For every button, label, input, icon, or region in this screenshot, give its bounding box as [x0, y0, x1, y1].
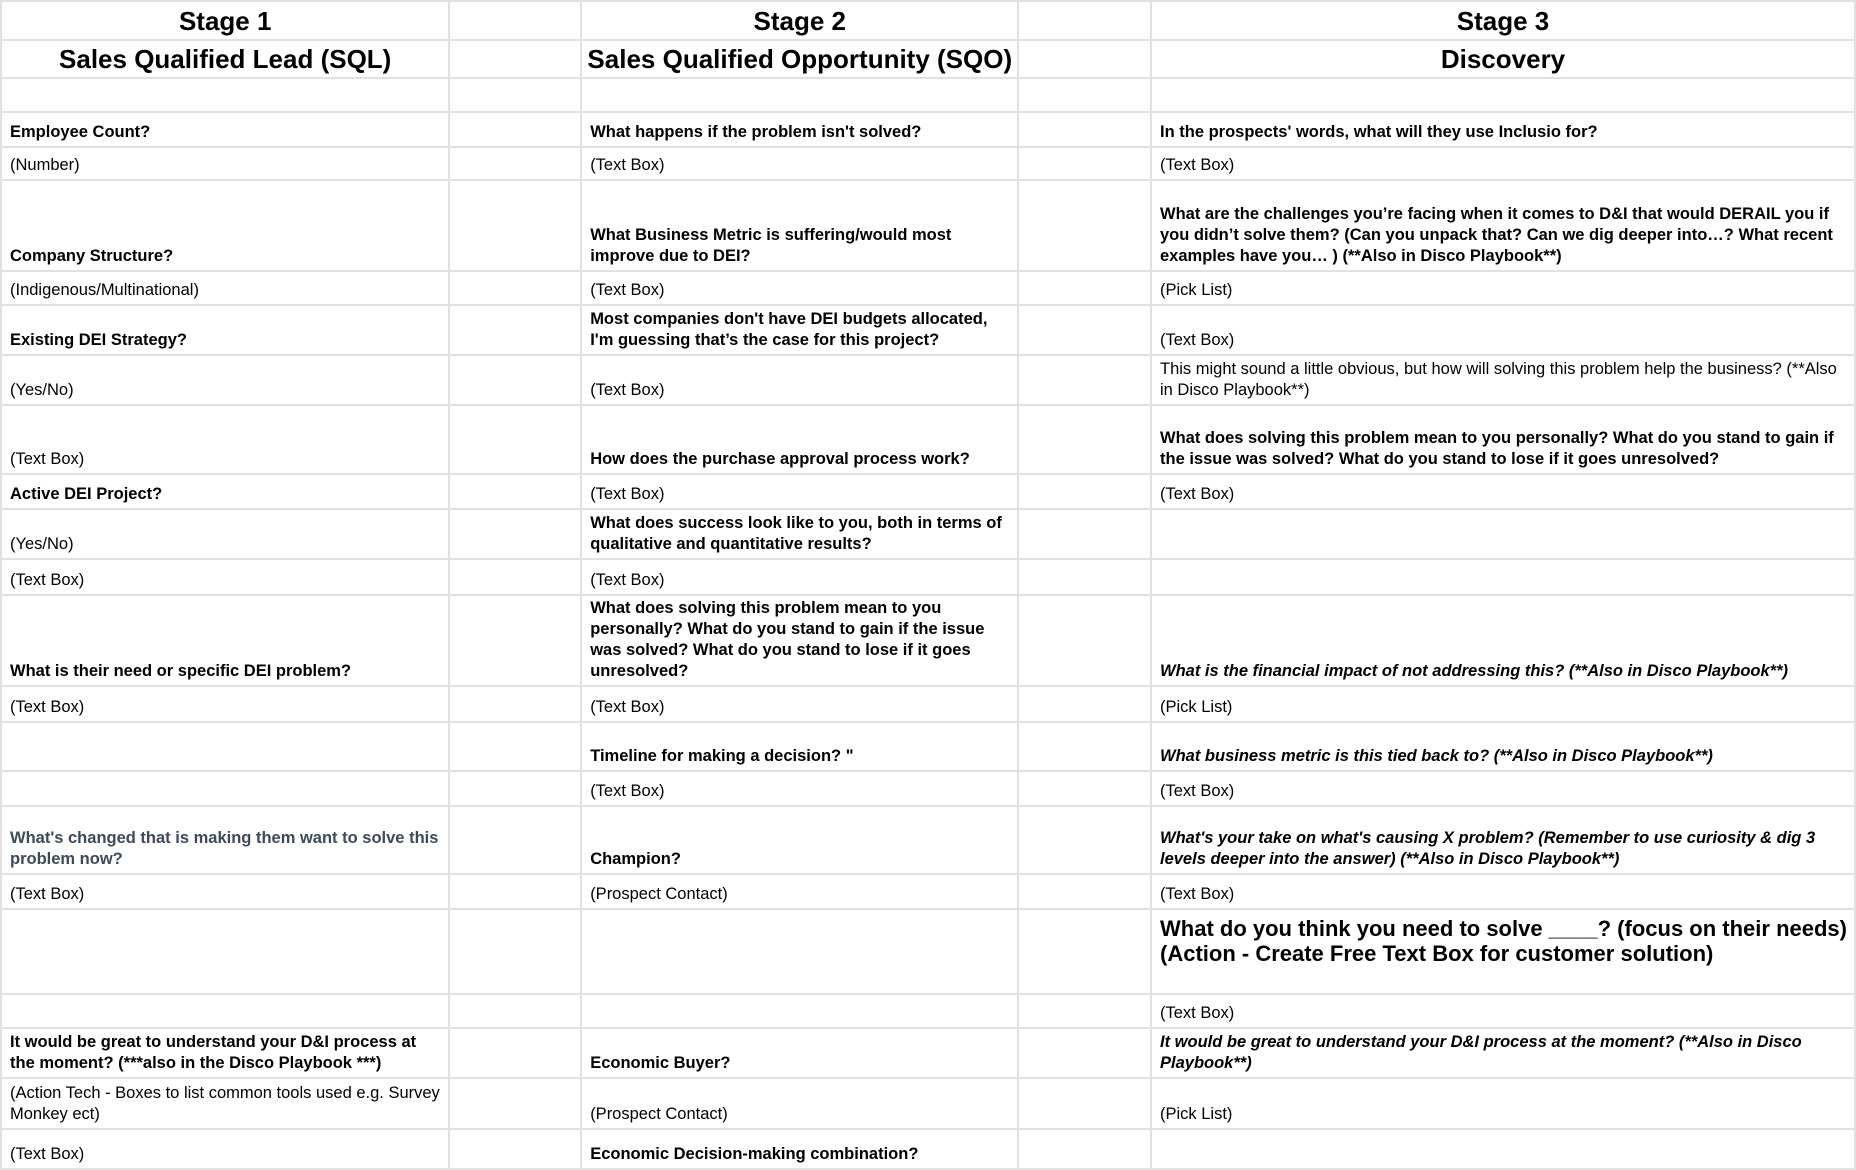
empty-cell[interactable]	[1018, 909, 1151, 994]
question-cell[interactable]: (Text Box)	[1151, 474, 1855, 509]
empty-cell[interactable]	[449, 771, 581, 806]
empty-cell[interactable]	[449, 1129, 581, 1169]
empty-cell[interactable]	[1018, 474, 1151, 509]
question-cell[interactable]: In the prospects' words, what will they use Inclusio for?	[1151, 112, 1855, 147]
empty-cell[interactable]	[449, 147, 581, 180]
question-cell[interactable]: Most companies don't have DEI budgets allocated, I'm guessing that’s the case for this project?	[581, 305, 1018, 355]
empty-cell[interactable]	[449, 405, 581, 474]
question-cell[interactable]: (Yes/No)	[1, 355, 449, 405]
empty-cell[interactable]	[1018, 78, 1151, 112]
table-row	[1, 355, 1855, 405]
empty-cell[interactable]	[449, 40, 581, 78]
question-cell[interactable]: (Pick List)	[1151, 686, 1855, 722]
question-cell[interactable]: (Text Box)	[581, 474, 1018, 509]
question-cell[interactable]: What does solving this problem mean to you personally? What do you stand to gain if the issue was solved? What do you stand to lose if it goes unresolved?	[581, 595, 1018, 686]
question-cell[interactable]: What is the financial impact of not addressing this? (**Also in Disco Playbook**)	[1151, 595, 1855, 686]
table-row	[1, 686, 1855, 722]
question-cell[interactable]: (Action Tech - Boxes to list common tools used e.g. Survey Monkey ect)	[1, 1078, 449, 1129]
table-row	[1, 806, 1855, 874]
empty-cell[interactable]	[449, 559, 581, 595]
empty-cell[interactable]	[449, 994, 581, 1028]
table-row	[1, 305, 1855, 355]
empty-cell[interactable]	[1018, 509, 1151, 559]
table-row	[1, 1028, 1855, 1078]
question-cell[interactable]: (Text Box)	[581, 771, 1018, 806]
empty-cell[interactable]	[449, 305, 581, 355]
empty-cell[interactable]	[1018, 994, 1151, 1028]
table-row	[1, 595, 1855, 686]
empty-cell[interactable]	[449, 509, 581, 559]
question-cell[interactable]: (Text Box)	[1, 874, 449, 909]
question-cell[interactable]: (Prospect Contact)	[581, 874, 1018, 909]
empty-cell[interactable]	[1018, 595, 1151, 686]
empty-cell[interactable]	[449, 909, 581, 994]
question-cell[interactable]: Company Structure?	[1, 180, 449, 271]
empty-cell[interactable]	[1018, 355, 1151, 405]
question-cell[interactable]: What Business Metric is suffering/would most improve due to DEI?	[581, 180, 1018, 271]
stage-number-cell[interactable]: Stage 1	[1, 1, 449, 40]
question-cell[interactable]	[1, 722, 449, 771]
table-row	[1, 509, 1855, 559]
stage-name-cell[interactable]: Sales Qualified Lead (SQL)	[1, 40, 449, 78]
question-cell[interactable]: (Text Box)	[1151, 147, 1855, 180]
question-cell[interactable]: (Pick List)	[1151, 271, 1855, 305]
question-cell[interactable]: (Prospect Contact)	[581, 1078, 1018, 1129]
empty-cell[interactable]	[449, 874, 581, 909]
empty-cell[interactable]	[449, 474, 581, 509]
table-row	[1, 78, 1855, 112]
table-row	[1, 559, 1855, 595]
question-cell[interactable]	[1, 771, 449, 806]
table-row	[1, 874, 1855, 909]
question-cell[interactable]: What's your take on what's causing X problem? (Remember to use curiosity & dig 3 levels deeper into the answer) (**Also in Disco Playbook**)	[1151, 806, 1855, 874]
question-cell[interactable]: Economic Decision-making combination?	[581, 1129, 1018, 1169]
empty-cell[interactable]	[449, 112, 581, 147]
empty-cell[interactable]	[1018, 1078, 1151, 1129]
empty-cell[interactable]	[449, 78, 581, 112]
question-cell[interactable]: (Text Box)	[581, 271, 1018, 305]
question-cell[interactable]: (Text Box)	[1151, 771, 1855, 806]
empty-cell[interactable]	[1018, 1, 1151, 40]
header-row	[1, 1, 1855, 40]
question-cell[interactable]: What is their need or specific DEI problem?	[1, 595, 449, 686]
table-row	[1, 994, 1855, 1028]
question-cell[interactable]	[1, 909, 449, 994]
table-row	[1, 722, 1855, 771]
stage-name-cell[interactable]: Sales Qualified Opportunity (SQO)	[581, 40, 1018, 78]
stage-name-cell[interactable]: Discovery	[1151, 40, 1855, 78]
empty-cell[interactable]	[1018, 686, 1151, 722]
question-cell[interactable]: (Text Box)	[1151, 994, 1855, 1028]
empty-cell[interactable]	[449, 806, 581, 874]
empty-cell[interactable]	[1018, 722, 1151, 771]
question-cell[interactable]	[581, 994, 1018, 1028]
empty-cell[interactable]	[1018, 147, 1151, 180]
question-cell[interactable]: What do you think you need to solve ____? (focus on their needs) (Action - Create Free Text Box for customer solution)	[1151, 909, 1855, 994]
question-cell[interactable]: (Text Box)	[1151, 874, 1855, 909]
empty-cell[interactable]	[449, 1028, 581, 1078]
question-cell[interactable]: (Text Box)	[1, 1129, 449, 1169]
question-cell[interactable]: (Indigenous/Multinational)	[1, 271, 449, 305]
table-row	[1, 271, 1855, 305]
question-cell[interactable]	[1, 994, 449, 1028]
question-cell[interactable]	[581, 909, 1018, 994]
question-cell[interactable]: (Text Box)	[581, 686, 1018, 722]
question-cell[interactable]	[1151, 1129, 1855, 1169]
question-cell[interactable]: (Text Box)	[581, 355, 1018, 405]
question-cell[interactable]	[1151, 559, 1855, 595]
stage-number-cell[interactable]: Stage 3	[1151, 1, 1855, 40]
question-cell[interactable]: How does the purchase approval process work?	[581, 405, 1018, 474]
empty-cell[interactable]	[1018, 405, 1151, 474]
empty-cell[interactable]	[449, 180, 581, 271]
question-cell[interactable]: It would be great to understand your D&I process at the moment? (**Also in Disco Playbook**)	[1151, 1028, 1855, 1078]
question-cell[interactable]: What does solving this problem mean to you personally? What do you stand to gain if the issue was solved? What do you stand to lose if it goes unresolved?	[1151, 405, 1855, 474]
empty-cell[interactable]	[1018, 40, 1151, 78]
empty-cell[interactable]	[449, 722, 581, 771]
stage-number-cell[interactable]: Stage 2	[581, 1, 1018, 40]
question-cell[interactable]: It would be great to understand your D&I process at the moment? (***also in the Disco Playbook ***)	[1, 1028, 449, 1078]
table-row	[1, 474, 1855, 509]
question-cell[interactable]: (Number)	[1, 147, 449, 180]
empty-cell[interactable]	[1018, 771, 1151, 806]
empty-cell[interactable]	[449, 355, 581, 405]
empty-cell[interactable]	[449, 1078, 581, 1129]
table-row	[1, 405, 1855, 474]
empty-cell[interactable]	[1018, 180, 1151, 271]
question-cell[interactable]: (Yes/No)	[1, 509, 449, 559]
question-cell[interactable]: (Text Box)	[1151, 305, 1855, 355]
question-cell[interactable]: (Text Box)	[1, 686, 449, 722]
question-cell[interactable]: Timeline for making a decision? "	[581, 722, 1018, 771]
table-row	[1, 771, 1855, 806]
question-cell[interactable]: (Text Box)	[1, 559, 449, 595]
question-cell[interactable]	[1151, 78, 1855, 112]
empty-cell[interactable]	[1018, 1129, 1151, 1169]
empty-cell[interactable]	[449, 1, 581, 40]
question-cell[interactable]: What happens if the problem isn't solved?	[581, 112, 1018, 147]
question-cell[interactable]: Employee Count?	[1, 112, 449, 147]
empty-cell[interactable]	[1018, 112, 1151, 147]
empty-cell[interactable]	[1018, 1028, 1151, 1078]
question-cell[interactable]: (Pick List)	[1151, 1078, 1855, 1129]
table-row	[1, 1129, 1855, 1169]
table-row	[1, 909, 1855, 994]
question-cell[interactable]	[581, 78, 1018, 112]
question-cell[interactable]: What business metric is this tied back to? (**Also in Disco Playbook**)	[1151, 722, 1855, 771]
question-cell[interactable]	[1, 78, 449, 112]
empty-cell[interactable]	[1018, 806, 1151, 874]
question-cell[interactable]: What's changed that is making them want to solve this problem now?	[1, 806, 449, 874]
empty-cell[interactable]	[449, 686, 581, 722]
header-row	[1, 40, 1855, 78]
question-cell[interactable]: This might sound a little obvious, but how will solving this problem help the business? (**Also in Disco Playbook**)	[1151, 355, 1855, 405]
table-row	[1, 1078, 1855, 1129]
question-cell[interactable]: (Text Box)	[581, 559, 1018, 595]
table-row	[1, 180, 1855, 271]
empty-cell[interactable]	[1018, 559, 1151, 595]
table-row	[1, 147, 1855, 180]
empty-cell[interactable]	[1018, 305, 1151, 355]
question-cell[interactable]: (Text Box)	[1, 405, 449, 474]
question-cell[interactable]: Economic Buyer?	[581, 1028, 1018, 1078]
question-cell[interactable]: Champion?	[581, 806, 1018, 874]
question-cell[interactable]: Existing DEI Strategy?	[1, 305, 449, 355]
question-cell[interactable]: (Text Box)	[581, 147, 1018, 180]
empty-cell[interactable]	[1018, 271, 1151, 305]
question-cell[interactable]: What does success look like to you, both in terms of qualitative and quantitative results?	[581, 509, 1018, 559]
question-cell[interactable]: What are the challenges you’re facing when it comes to D&I that would DERAIL you if you didn’t solve them? (Can you unpack that? Can we dig deeper into…? What recent examples have you… ) (**Also in Disco Playbook**)	[1151, 180, 1855, 271]
empty-cell[interactable]	[449, 595, 581, 686]
empty-cell[interactable]	[1018, 874, 1151, 909]
empty-cell[interactable]	[449, 271, 581, 305]
question-cell[interactable]	[1151, 509, 1855, 559]
table-row	[1, 112, 1855, 147]
question-cell[interactable]: Active DEI Project?	[1, 474, 449, 509]
